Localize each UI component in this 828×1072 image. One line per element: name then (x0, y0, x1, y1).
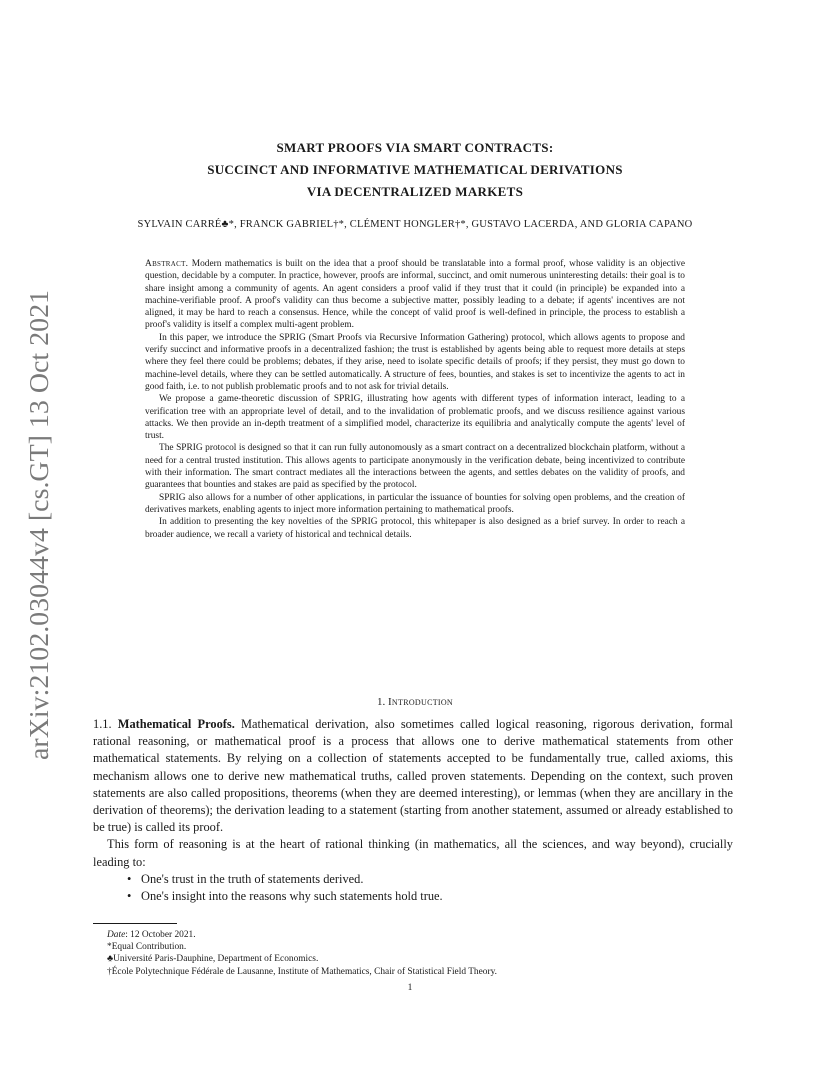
bullet-list (93, 871, 733, 905)
abstract-paragraph-3: We propose a game-theoretic discussion of SPRIG, illustrating how agents with different types of information interact, leading to a verification tree with an appropriate level of detail, and to the invalidation of problematic proofs, and we discuss resilience against various attacks. We then provide an in-depth treatment of a simplified model, characterize its equilibria and analytically compute the agents' level of trust. (145, 394, 685, 442)
section-number: 1. (376, 696, 386, 708)
title-line-1: SMART PROOFS VIA SMART CONTRACTS: (276, 140, 554, 155)
abstract-paragraph-4: The SPRIG protocol is designed so that it can run fully autonomously as a smart contract on a decentralized blockchain platform, without a need for a central trusted institution. This allows agents to participate anonymously in the verification debate, being incentivized to contribute with their information. The smart contract mediates all the interactions between the agents, and settles debates on the validity of proofs, and guarantees that bounties and stakes are paid as specified by the protocol. (145, 443, 685, 491)
footnotes (93, 929, 733, 978)
subsection-number: 1.1. (93, 717, 112, 731)
footnote-equal-contribution: *Equal Contribution. (107, 942, 187, 953)
list-item (127, 888, 733, 905)
list-item-text: One's insight into the reasons why such statements hold true. (141, 889, 443, 904)
abstract-label: Abstract. (145, 259, 189, 269)
page-number: 1 (407, 983, 413, 993)
title-line-2: SUCCINCT AND INFORMATIVE MATHEMATICAL DERIVATIONS (207, 162, 623, 177)
abstract-paragraph-1 (145, 258, 685, 332)
body-paragraph-2: This form of reasoning is at the heart of rational thinking (in mathematics, all the sciences, and way beyond), crucially leading to: (93, 837, 733, 869)
footnote-rule (93, 923, 177, 924)
bullet-icon: • (127, 889, 132, 904)
footnote-dauphine: ♣Université Paris-Dauphine, Department of Economics. (107, 954, 319, 965)
body-text-1: Mathematical derivation, also sometimes called logical reasoning, rigorous derivation, formal rational reasoning, or mathematical proof is a process that allows one to derive mathematical statements from other mathematical statements. By relying on a collection of statements accepted to be fundamentally true, called axioms, this mechanism allows one to derive new mathematical truths, called proven statements. Depending on the context, such proven statements are also called propositions, theorems (when they are deemed interesting), or lemmas (when they are ancillary in the derivation of theorems); the derivation leading to a statement (starting from another statement, assumed or already established to be true) is called its proof. (93, 717, 733, 835)
arxiv-side-stamp (18, 290, 58, 760)
list-item-text: One's trust in the truth of statements derived. (141, 871, 364, 886)
body-paragraph-1 (93, 716, 733, 836)
title-line-3: VIA DECENTRALIZED MARKETS (306, 184, 524, 199)
abstract-paragraph-6: In addition to presenting the key novelties of the SPRIG protocol, this whitepaper is also designed as a brief survey. In order to reach a broader audience, we recall a variety of historical and technical details. (145, 517, 685, 540)
footnote-date (93, 929, 733, 941)
abstract-paragraph-2: In this paper, we introduce the SPRIG (Smart Proofs via Recursive Information Gathering) protocol, which allows agents to propose and verify succinct and informative proofs in a decentralized fashion; the trust is established by agents being able to request more details at steps where they feel there could be problems; debates, if they arise, need to isolate specific details of proofs; if they persist, they must go down to machine-level details, where they can be settled automatically. A structure of fees, bounties, and stakes is set to incentivize the agents to act in good faith, i.e. to not publish problematic proofs and to not ask for trivial details. (145, 332, 685, 392)
footnote-date-value: : 12 October 2021. (125, 930, 196, 940)
arxiv-stamp-graphic (18, 290, 58, 760)
author-list: SYLVAIN CARRÉ♣*, FRANCK GABRIEL†*, CLÉMENT HONGLER†*, GUSTAVO LACERDA, AND GLORIA CAPANO (137, 219, 693, 230)
arxiv-stamp-text: arXiv:2102.03044v4 [cs.GT] 13 Oct 2021 (24, 305, 54, 760)
abstract-paragraph-5: SPRIG also allows for a number of other applications, in particular the issuance of bounties for solving open problems, and the creation of derivatives markets, enabling agents to inject more information pertaining to mathematical proofs. (145, 492, 685, 515)
bullet-icon: • (127, 871, 132, 886)
footnote-epfl: †École Polytechnique Fédérale de Lausanne, Institute of Mathematics, Chair of Statistical Field Theory. (107, 966, 497, 977)
paper-title (90, 137, 740, 203)
subsection-title: Mathematical Proofs. (117, 717, 235, 731)
footnote-date-label: Date (107, 930, 126, 940)
list-item (127, 871, 733, 888)
abstract (145, 258, 685, 541)
section-heading (90, 696, 740, 708)
abstract-text-1: Modern mathematics is built on the idea that a proof should be translatable into a formal proof, whose validity is an objective question, decidable by a computer. In practice, however, proofs are informal, succinct, and omit numerous uninteresting details: their goal is to share insight among a community of agents. An agent considers a proof valid if they trust that it could (in principle) be expanded into a machine-verifiable proof. A proof's validity can thus become a subjective matter, possibly leading to a debate; if agents' incentives are not aligned, it may be hard to reach a consensus. Hence, while the concept of valid proof is well-defined in principle, the process to establish a proof's validity is itself a complex multi-agent problem. (145, 259, 686, 331)
body-text (93, 716, 733, 905)
section-title: Introduction (387, 696, 454, 708)
